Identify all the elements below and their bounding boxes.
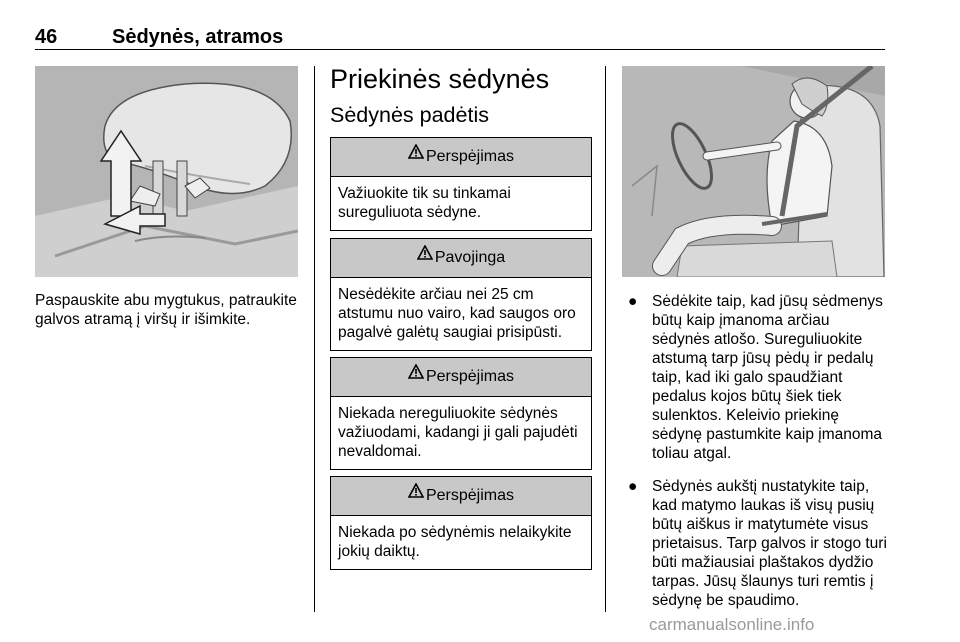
warning-triangle-icon [408,136,424,174]
bullet-text: Sėdynės aukštį nustatykite taip, kad matymo laukas iš visų pusių būtų aiškus ir matytumėte visus prietaisus. Tarp galvos ir stogo turi būti mažiausiai plaštakos dydžio tarpas. Jūsų šlaunys turi remtis į sėdynę be spaudimo. [652,478,887,609]
headrest-illustration [35,66,298,277]
column-divider-left [314,66,315,612]
warning-title: Perspėjimas [425,487,515,505]
warning-title: Pavojinga [434,249,506,267]
warning-header [331,239,591,278]
bullet-icon: ● [628,478,638,495]
warning-box-3 [330,357,592,470]
column-divider-right [605,66,606,612]
headrest-caption: Paspauskite abu mygtukus, patraukite galvos atramą į viršų ir išimkite. [35,292,297,328]
list-item [628,292,890,463]
heading-front-seats: Priekinės sėdynės [330,64,550,94]
list-item [628,477,890,610]
page-number: 46 [35,26,58,48]
warning-text: Niekada po sėdynėmis nelaikykite jokių daiktų. [338,524,572,560]
warning-title: Perspėjimas [425,368,515,386]
warning-triangle-icon [408,475,424,513]
warning-text: Nesėdėkite arčiau nei 25 cm atstumu nuo vairo, kad saugos oro pagalvė galėtų saugiai prisipūsti. [338,286,576,341]
warning-box-2 [330,238,592,351]
page-header [35,24,885,52]
bullet-icon: ● [628,293,638,310]
subheading-seat-position: Sėdynės padėtis [330,103,489,127]
warning-box-1 [330,137,592,231]
section-title: Sėdynės, atramos [112,26,284,48]
driver-seat-illustration [622,66,885,277]
warning-box-4 [330,476,592,570]
warning-text: Niekada nereguliuokite sėdynės važiuodami, kadangi ji gali pajudėti nevaldomai. [338,405,578,460]
seat-adjustment-list [628,292,890,624]
driver-drawing [622,66,885,277]
bullet-text: Sėdėkite taip, kad jūsų sėdmenys būtų kaip įmanoma arčiau sėdynės atlošo. Sureguliuokite atstumą tarp jūsų pėdų ir pedalų taip, kad iki galo spaudžiant pedalus kojos būtų šiek tiek sulenktos. Keleivio priekinę sėdynę pastumkite kaip įmanoma toliau atgal. [652,293,883,462]
warning-title: Perspėjimas [425,148,515,166]
watermark: carmanualsonline.info [649,615,815,634]
warning-header [331,477,591,516]
headrest-drawing [35,66,298,277]
warning-header [331,138,591,177]
header-rule [35,49,885,50]
warning-triangle-icon [417,237,433,275]
warning-triangle-icon [408,356,424,394]
warning-text: Važiuokite tik su tinkamai sureguliuota sėdyne. [338,185,511,221]
warning-header [331,358,591,397]
